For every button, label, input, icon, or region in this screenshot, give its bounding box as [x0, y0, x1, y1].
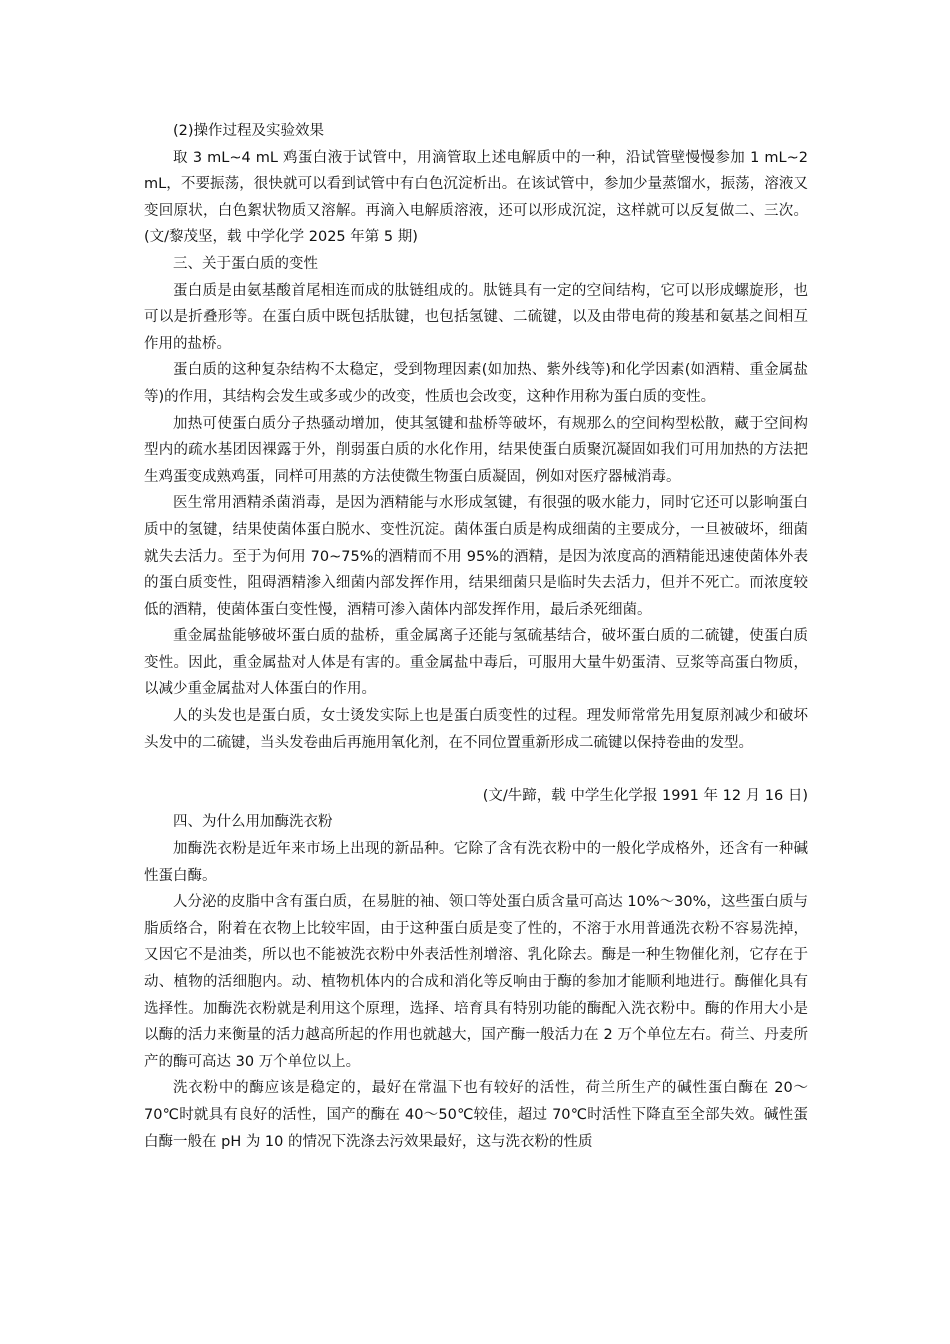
subsection-heading-procedure: (2)操作过程及实验效果 [173, 123, 325, 139]
paragraph-enzyme-intro: 加酶洗衣粉是近年来市场上出现的新品种。它除了含有洗衣粉中的一般化学成格外，还含有一种碱性蛋白酶。 [144, 841, 808, 884]
section-heading-enzyme-detergent: 四、为什么用加酶洗衣粉 [173, 814, 333, 831]
document-page [144, 118, 808, 1155]
paragraph-sebum-protein: 人分泌的皮脂中含有蛋白质，在易脏的袖、领口等处蛋白质含量可高达 10%～30%，这些蛋白质与脂质络合，附着在衣物上比较牢固，由于这种蛋白质是变了性的，不溶于水用普通洗衣粉不容易洗掉，又因它不是油类，所以也不能被洗衣粉中外表活性剂增溶、乳化除去。酶是一种生物催化剂，它存在于动、植物的活细胞内。动、植物机体内的合成和消化等反响由于酶的参加才能顺利地进行。酶催化具有选择性。加酶洗衣粉就是利用这个原理，选择、培育具有特别功能的酶配入洗衣粉中。酶的作用大小是以酶的活力来衡量的活力越高所起的作用也就越大，国产酶一般活力在 2 万个单位左右。荷兰、丹麦所产的酶可高达 30 万个单位以上。 [144, 894, 808, 1070]
section-heading-denaturation: 三、关于蛋白质的变性 [173, 255, 318, 272]
paragraph-denaturation-definition: 蛋白质的这种复杂结构不太稳定，受到物理因素(如加热、紫外线等)和化学因素(如酒精、重金属盐等)的作用，其结构会发生或多或少的改变，性质也会改变，这种作用称为蛋白质的变性。 [144, 362, 808, 405]
paragraph-heating: 加热可使蛋白质分子热骚动增加，使其氢键和盐桥等破坏，有规那么的空间构型松散，藏于空间构型内的疏水基团因裸露于外，削弱蛋白质的水化作用，结果使蛋白质聚沉凝固如我们可用加热的方法把生鸡蛋变成熟鸡蛋，同样可用蒸的方法使微生物蛋白质凝固，例如对医疗器械消毒。 [144, 415, 808, 485]
paragraph-protein-structure: 蛋白质是由氨基酸首尾相连而成的肽链组成的。肽链具有一定的空间结构，它可以形成螺旋形，也可以是折叠形等。在蛋白质中既包括肽键，也包括氢键、二硫键，以及由带电荷的羧基和氨基之间相互作用的盐桥。 [144, 282, 808, 352]
paragraph-enzyme-stability: 洗衣粉中的酶应该是稳定的，最好在常温下也有较好的活性，荷兰所生产的碱性蛋白酶在 20～70℃时就具有良好的活性，国产的酶在 40～50℃较佳，超过 70℃时活性下降直至全部失效。碱性蛋白酶一般在 pH 为 10 的情况下洗涤去污效果最好，这与洗衣粉的性质 [144, 1080, 808, 1150]
paragraph-alcohol: 医生常用酒精杀菌消毒，是因为酒精能与水形成氢键，有很强的吸水能力，同时它还可以影响蛋白质中的氢键，结果使菌体蛋白脱水、变性沉淀。菌体蛋白质是构成细菌的主要成分，一旦被破坏，细菌就失去活力。至于为何用 70~75%的酒精而不用 95%的酒精，是因为浓度高的酒精能迅速使菌体外表的蛋白质变性，阻碍酒精渗入细菌内部发挥作用，结果细菌只是临时失去活力，但并不死亡。而浓度较低的酒精，使菌体蛋白变性慢，酒精可渗入菌体内部发挥作用，最后杀死细菌。 [144, 495, 808, 618]
source-citation: (文/牛蹄，载 中学生化学报 1991 年 12 月 16 日) [482, 787, 808, 804]
paragraph-procedure: 取 3 mL~4 mL 鸡蛋白液于试管中，用滴管取上述电解质中的一种，沿试管壁慢慢参加 1 mL~2 mL，不要振荡，很快就可以看到试管中有白色沉淀析出。在该试管中，参加少量蒸馏水，振荡，溶液又变回原状，白色絮状物质又溶解。再滴入电解质溶液，还可以形成沉淀，这样就可以反复做二、三次。(文/黎茂坚，载 中学化学 2025 年第 5 期) [144, 149, 808, 246]
blank-line [144, 756, 808, 783]
paragraph-hair: 人的头发也是蛋白质，女士烫发实际上也是蛋白质变性的过程。理发师常常先用复原剂减少和破坏头发中的二硫键，当头发卷曲后再施用氧化剂，在不同位置重新形成二硫键以保持卷曲的发型。 [144, 708, 808, 751]
paragraph-heavy-metal: 重金属盐能够破坏蛋白质的盐桥，重金属离子还能与氢硫基结合，破坏蛋白质的二硫键，使蛋白质变性。因此，重金属盐对人体是有害的。重金属盐中毒后，可服用大量牛奶蛋清、豆浆等高蛋白物质，以减少重金属盐对人体蛋白的作用。 [144, 628, 808, 698]
